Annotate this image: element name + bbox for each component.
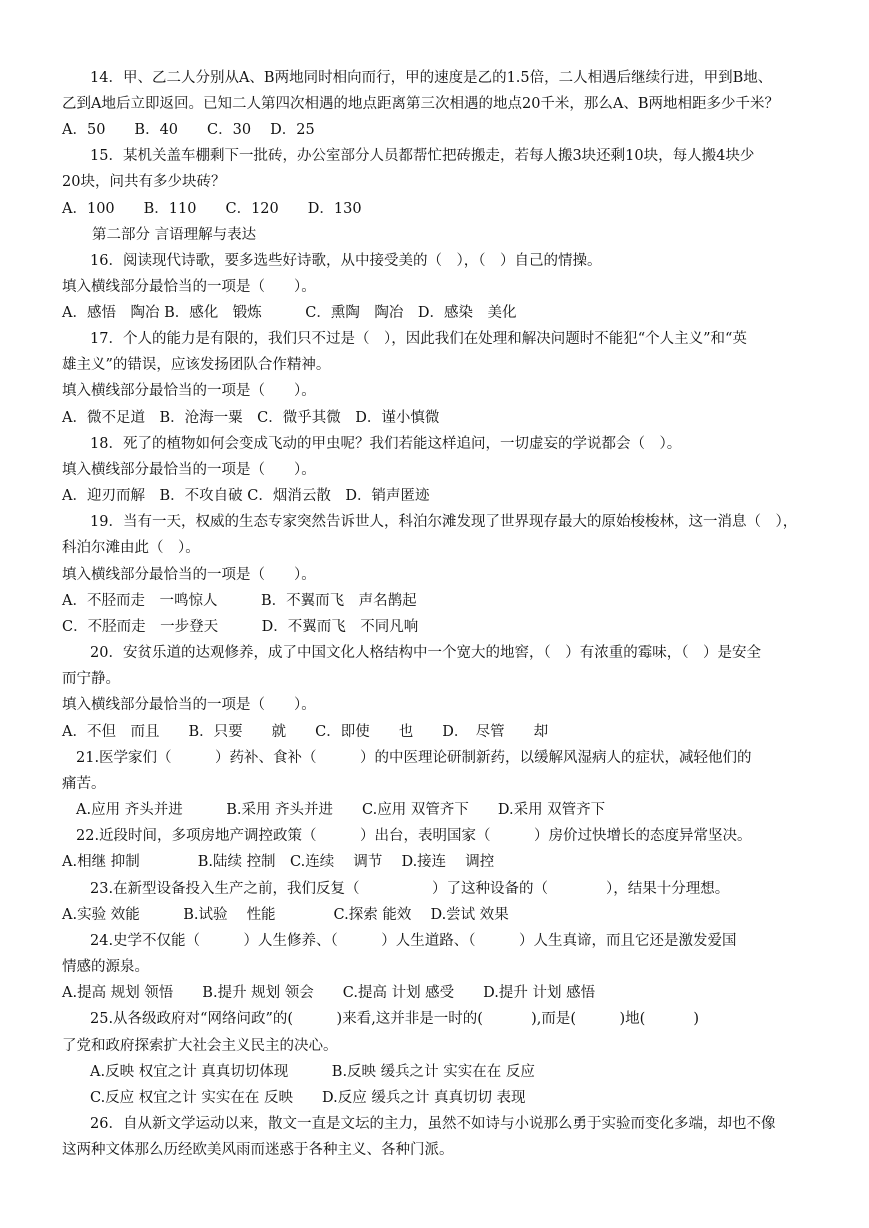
text-line: A．50 B．40 C．30 D．25 [62, 122, 315, 138]
text-line: C．不胫而走 一步登天 D．不翼而飞 不同凡响 [62, 619, 419, 635]
text-line: 填入横线部分最恰当的一项是（ ）。 [62, 697, 316, 713]
text-line: 乙到A地后立即返回。已知二人第四次相遇的地点距离第三次相遇的地点20千米，那么A、B两地相距多少千米？ [62, 96, 780, 112]
text-line: 18．死了的植物如何会变成飞动的甲虫呢？我们若能这样追问，一切虚妄的学说都会（ ）。 [90, 436, 682, 452]
text-line: A.实验 效能 B.试验 性能 C.探索 能效 D.尝试 效果 [62, 907, 509, 923]
text-line: 14．甲、乙二人分别从A、B两地同时相向而行，甲的速度是乙的1.5倍，二人相遇后继续行进，甲到B地、 [90, 70, 773, 86]
text-line: 填入横线部分最恰当的一项是（ ）。 [62, 383, 316, 399]
text-line: 17．个人的能力是有限的，我们只不过是（ ），因此我们在处理和解决问题时不能犯“个人主义”和“英 [90, 331, 747, 347]
text-line: 填入横线部分最恰当的一项是（ ）。 [62, 279, 316, 295]
text-line: 雄主义”的错误，应该发扬团队合作精神。 [62, 357, 331, 373]
section-heading: 第二部分 言语理解与表达 [92, 227, 257, 243]
text-line: A.相继 抑制 B.陆续 控制 C.连续 调节 D.接连 调控 [62, 854, 495, 870]
text-line: A.提高 规划 领悟 B.提升 规划 领会 C.提高 计划 感受 D.提升 计划 感悟 [62, 985, 596, 1001]
text-line: 22.近段时间，多项房地产调控政策（ ）出台，表明国家（ ）房价过快增长的态度异常坚决。 [76, 828, 752, 844]
text-line: A．感悟 陶冶 B．感化 锻炼 C．熏陶 陶冶 D．感染 美化 [62, 305, 517, 321]
text-line: A．不但 而且 B．只要 就 C．即使 也 D． 尽管 却 [62, 724, 549, 740]
text-line: 24.史学不仅能（ ）人生修养、（ ）人生道路、（ ）人生真谛，而且它还是激发爱国 [90, 933, 737, 949]
text-line: 16．阅读现代诗歌，要多选些好诗歌，从中接受美的（ ），（ ）自己的情操。 [90, 253, 602, 269]
text-line: 而宁静。 [62, 671, 120, 687]
text-line: 20．安贫乐道的达观修养，成了中国文化人格结构中一个宽大的地窖，（ ）有浓重的霉味，（ ）是安全 [90, 645, 761, 661]
text-line: 填入横线部分最恰当的一项是（ ）。 [62, 567, 316, 583]
text-line: 26．自从新文学运动以来，散文一直是文坛的主力，虽然不如诗与小说那么勇于实验而变化多端，却也不像 [90, 1116, 776, 1132]
text-line: A．不胫而走 一鸣惊人 B．不翼而飞 声名鹊起 [62, 593, 417, 609]
text-line: 痛苦。 [62, 776, 106, 792]
text-line: 25.从各级政府对“网络问政”的( )来看,这并非是一时的( ),而是( )地( ) [90, 1011, 700, 1027]
text-line: A.应用 齐头并进 B.采用 齐头并进 C.应用 双管齐下 D.采用 双管齐下 [76, 802, 606, 818]
text-line: A．迎刃而解 B．不攻自破 C．烟消云散 D．销声匿迹 [62, 488, 430, 504]
text-line: 这两种文体那么历经欧美风雨而迷惑于各种主义、各种门派。 [62, 1142, 454, 1158]
text-line: 填入横线部分最恰当的一项是（ ）。 [62, 462, 316, 478]
text-line: 21.医学家们（ ）药补、食补（ ）的中医理论研制新药，以缓解风湿病人的症状，减轻他们的 [76, 750, 752, 766]
text-line: 20块，问共有多少块砖？ [62, 174, 226, 190]
text-line: 23.在新型设备投入生产之前，我们反复（ ）了这种设备的（ ），结果十分理想。 [90, 881, 730, 897]
text-line: A．微不足道 B．沧海一粟 C．微乎其微 D．谨小慎微 [62, 410, 440, 426]
text-line: 科泊尔滩由此（ ）。 [62, 540, 200, 556]
text-line: A.反映 权宜之计 真真切切体现 B.反映 缓兵之计 实实在在 反应 [90, 1064, 535, 1080]
text-line: 情感的源泉。 [62, 959, 149, 975]
text-line: 了党和政府探索扩大社会主义民主的决心。 [62, 1038, 338, 1054]
text-line: C.反应 权宜之计 实实在在 反映 D.反应 缓兵之计 真真切切 表现 [90, 1090, 526, 1106]
text-line: 15．某机关盖车棚剩下一批砖，办公室部分人员都帮忙把砖搬走，若每人搬3块还剩10块，每人搬4块少 [90, 148, 755, 164]
text-line: 19．当有一天，权威的生态专家突然告诉世人，科泊尔滩发现了世界现存最大的原始梭梭林，这一消息（ ）， [90, 514, 798, 530]
text-line: A．100 B．110 C．120 D．130 [62, 201, 362, 217]
